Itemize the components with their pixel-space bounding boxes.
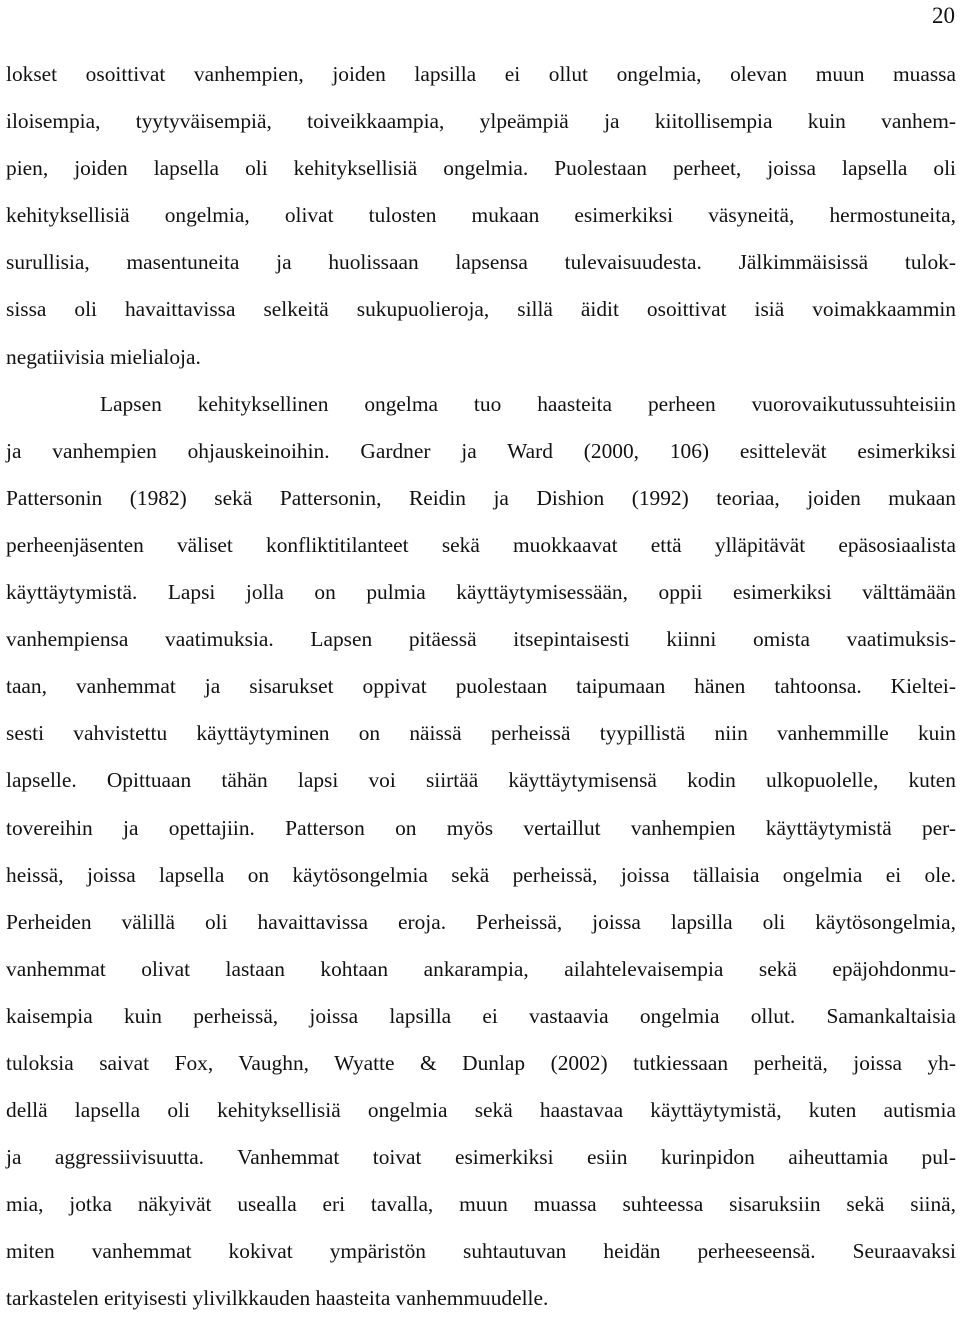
text-line: lokset osoittivat vanhempien, joiden lapsilla ei ollut ongelmia, olevan muun muassa <box>6 62 956 86</box>
text-line: ja aggressiivisuutta. Vanhemmat toivat esimerkiksi esiin kurinpidon aiheuttamia pul- <box>6 1145 956 1170</box>
text-line: tovereihin ja opettajiin. Patterson on myös vertaillut vanhempien käyttäytymistä per- <box>6 815 956 840</box>
body-text <box>6 51 956 1323</box>
text-line: kaisempia kuin perheissä, joissa lapsilla ei vastaavia ongelmia ollut. Samankaltaisia <box>6 1003 956 1028</box>
text-line: iloisempia, tyytyväisempiä, toiveikkaampia, ylpeämpiä ja kiitollisempia kuin vanhem- <box>6 109 956 134</box>
page-number: 20 <box>932 3 955 28</box>
text-line: perheenjäsenten väliset konfliktitilanteet sekä muokkaavat että ylläpitävät epäsosiaalista <box>6 532 956 557</box>
text-line: taan, vanhemmat ja sisarukset oppivat puolestaan taipumaan hänen tahtoonsa. Kieltei- <box>6 674 956 699</box>
text-line: mia, jotka näkyivät usealla eri tavalla, muun muassa suhteessa sisaruksiin sekä siinä, <box>6 1192 956 1217</box>
text-line: vanhempiensa vaatimuksia. Lapsen pitäessä itsepintaisesti kiinni omista vaatimuksis- <box>6 627 956 652</box>
text-line: tarkastelen erityisesti ylivilkkauden haasteita vanhemmuudelle. <box>6 1286 549 1311</box>
text-line: negatiivisia mielialoja. <box>6 344 201 369</box>
text-line: Lapsen kehityksellinen ongelma tuo haasteita perheen vuorovaikutussuhteisiin <box>100 391 956 416</box>
text-line: Perheiden välillä oli havaittavissa eroja. Perheissä, joissa lapsilla oli käytösongelmia, <box>6 909 956 934</box>
text-line: käyttäytymistä. Lapsi jolla on pulmia käyttäytymisessään, oppii esimerkiksi välttämään <box>6 580 956 605</box>
text-line: sesti vahvistettu käyttäytyminen on näissä perheissä tyypillistä niin vanhemmille kuin <box>6 721 956 746</box>
text-line: Pattersonin (1982) sekä Pattersonin, Reidin ja Dishion (1992) teoriaa, joiden mukaan <box>6 485 956 510</box>
text-line: kehityksellisiä ongelmia, olivat tulosten mukaan esimerkiksi väsyneitä, hermostuneita, <box>6 203 956 228</box>
text-line: sissa oli havaittavissa selkeitä sukupuolieroja, sillä äidit osoittivat isiä voimakkaammin <box>6 297 956 322</box>
text-line: miten vanhemmat kokivat ympäristön suhtautuvan heidän perheeseensä. Seuraavaksi <box>6 1239 956 1264</box>
text-line: lapselle. Opittuaan tähän lapsi voi siirtää käyttäytymisensä kodin ulkopuolelle, kuten <box>6 768 956 793</box>
text-line: heissä, joissa lapsella on käytösongelmia sekä perheissä, joissa tällaisia ongelmia ei ole. <box>6 862 956 887</box>
text-line: dellä lapsella oli kehityksellisiä ongelmia sekä haastavaa käyttäytymistä, kuten autismia <box>6 1098 956 1123</box>
text-line: pien, joiden lapsella oli kehityksellisiä ongelmia. Puolestaan perheet, joissa lapsella oli <box>6 156 956 181</box>
text-line: vanhemmat olivat lastaan kohtaan ankarampia, ailahtelevaisempia sekä epäjohdonmu- <box>6 956 956 981</box>
text-line: tuloksia saivat Fox, Vaughn, Wyatte & Dunlap (2002) tutkiessaan perheitä, joissa yh- <box>6 1050 956 1075</box>
text-line: surullisia, masentuneita ja huolissaan lapsensa tulevaisuudesta. Jälkimmäisissä tulok- <box>6 250 956 275</box>
text-line: ja vanhempien ohjauskeinoihin. Gardner ja Ward (2000, 106) esittelevät esimerkiksi <box>6 438 956 463</box>
